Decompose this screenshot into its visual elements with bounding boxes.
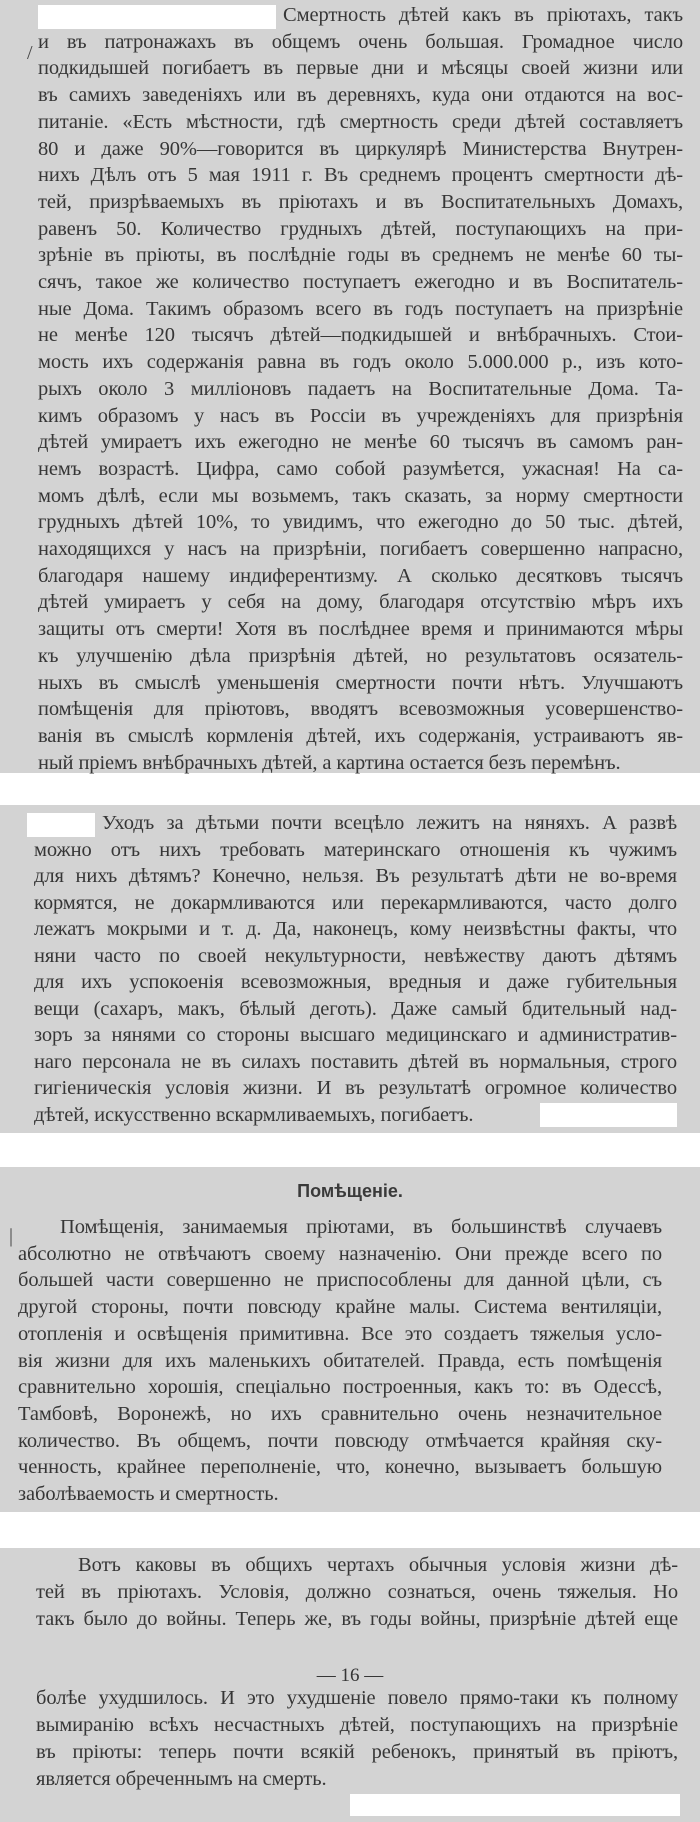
page-number: — 16 — — [316, 1665, 384, 1686]
text-line: такъ было до войны. Теперь же, въ годы войны, призрѣніе дѣтей еще — [36, 1607, 678, 1630]
text-line: сячъ, такое же количество поступаетъ ежегодно и въ Воспитатель- — [38, 271, 683, 293]
text-line: не менѣе 120 тысячъ дѣтей—подкидышей и внѣбрачныхъ. Стои- — [38, 324, 683, 347]
text-line: является обреченнымъ на смерть. — [36, 1767, 327, 1790]
text-line: ные Дома. Такимъ образомъ всего въ годъ поступаетъ на призрѣніе — [38, 297, 683, 320]
text-line: абсолютно не отвѣчаютъ своему назначенію. Они прежде всего по — [18, 1242, 662, 1265]
text-line: дѣтей умираетъ ихъ ежегодно не менѣе 60 тысячъ въ самомъ ран- — [38, 431, 683, 454]
text-line: и въ патронажахъ въ общемъ очень большая. Громадное число — [38, 30, 683, 53]
text-line: ный пріемъ внѣбрачныхъ дѣтей, а картина остается безъ перемѣнъ. — [38, 751, 621, 774]
text-line: для нихъ дѣтямъ? Конечно, нельзя. Въ результатѣ дѣти не во-время — [34, 865, 677, 887]
text-line: въ пріюты: теперь почти всякій ребенокъ, принятый въ пріютъ, — [36, 1740, 678, 1763]
text-line: находящихся у насъ на призрѣніи, погибаетъ совершенно напрасно, — [38, 538, 683, 560]
text-line: количество. Въ общемъ, почти повсюду отмѣчается крайняя ску- — [18, 1429, 662, 1452]
text-line: дѣтей, искусственно вскармливаемыхъ, погибаетъ. — [34, 1103, 474, 1126]
text-line: няни часто по своей некультурности, невѣжеству даютъ дѣтямъ — [34, 944, 677, 967]
text-line: ченность, крайнее переполненіе, что, конечно, вызываетъ большую — [18, 1456, 662, 1479]
text-line: вія жизни для ихъ маленькихъ обитателей. Правда, есть помѣщенія — [18, 1349, 662, 1372]
text-line: кимъ образомъ у насъ въ Россіи въ учрежденіяхъ для призрѣнія — [38, 404, 683, 427]
text-line: немъ возрастѣ. Цифра, само собой разумѣется, ужасная! На са- — [38, 457, 683, 480]
text-block-4 — [0, 1548, 700, 1822]
text-line: Уходъ за дѣтьми почти всецѣло лежитъ на няняхъ. А развѣ — [102, 812, 677, 834]
text-line: благодаря нашему индиферентизму. А сколько десятковъ тысячъ — [38, 564, 683, 587]
text-line: дѣтей умираетъ у себя на дому, благодаря отсутствію мѣръ ихъ — [38, 591, 683, 614]
text-line: тей, призрѣваемыхъ въ пріютахъ и въ Воспитательныхъ Домахъ, — [38, 190, 683, 213]
text-line: равенъ 50. Количество грудныхъ дѣтей, поступающихъ на при- — [38, 217, 683, 240]
text-line: въ самихъ заведеніяхъ или въ деревняхъ, куда они отдаются на вос- — [38, 84, 683, 107]
text-line: наго персонала не въ силахъ поставить дѣтей въ нормальныя, строго — [34, 1050, 677, 1073]
text-block-1 — [0, 0, 700, 773]
text-line: мость ихъ содержанія равна въ годъ около 5.000.000 р., изъ кото- — [38, 351, 683, 374]
redaction-box — [27, 813, 95, 837]
text-line: можно отъ нихъ требовать материнскаго отношенія къ чужимъ — [34, 838, 677, 861]
text-line: лежатъ мокрыми и т. д. Да, наконецъ, кому неизвѣстны факты, что — [34, 918, 677, 940]
text-line: 80 и даже 90%—говорится въ циркулярѣ Министерства Внутрен- — [38, 137, 683, 160]
text-line: рыхъ около 3 милліоновъ падаетъ на Воспитательные Дома. Та- — [38, 377, 683, 400]
text-line: другой стороны, почти повсюду крайне малы. Система вентиляціи, — [18, 1296, 662, 1319]
text-line: помѣщенія для пріютовъ, вводятъ всевозможныя усовершенство- — [38, 698, 683, 721]
text-line: защиты отъ смерти! Хотя въ послѣднее время и принимаются мѣры — [38, 618, 683, 641]
margin-mark: | — [9, 1225, 14, 1247]
text-line: для ихъ успокоенія всевозможныя, вредныя и даже губительныя — [34, 971, 677, 993]
text-line: заболѣваемость и смертность. — [18, 1483, 279, 1505]
text-line: нихъ Дѣлъ отъ 5 мая 1911 г. Въ среднемъ процентъ смертности дѣ- — [38, 164, 683, 187]
redaction-box — [350, 1794, 680, 1816]
text-line: вещи (сахаръ, макъ, бѣлый деготь). Даже самый бдительный над- — [34, 997, 677, 1020]
section-heading: Помѣщеніе. — [297, 1181, 403, 1201]
text-line: тей въ пріютахъ. Условія, должно сознаться, очень тяжелыя. Но — [36, 1580, 678, 1603]
text-line: зрѣніе въ пріюты, въ послѣдніе годы въ среднемъ не менѣе 60 ты- — [38, 244, 683, 267]
text-line: момъ дѣлѣ, если мы возьмемъ, такъ сказать, за норму смертности — [38, 484, 683, 507]
margin-mark: / — [27, 42, 33, 64]
text-line: отопленія и освѣщенія примитивна. Все это создаетъ тяжелыя усло- — [18, 1322, 662, 1345]
text-block-3 — [0, 1167, 700, 1512]
text-line: Помѣщенія, занимаемыя пріютами, въ большинствѣ случаевъ — [60, 1216, 662, 1238]
redaction-box — [38, 5, 276, 29]
text-line: подкидышей погибаетъ въ первые дни и мѣсяцы своей жизни или — [38, 57, 683, 80]
text-line: гигіеническія условія жизни. И въ результатѣ огромное количество — [34, 1077, 677, 1099]
redaction-box — [540, 1103, 677, 1127]
text-line: болѣе ухудшилось. И это ухудшеніе повело прямо-таки къ полному — [36, 1686, 678, 1709]
text-line: большей части совершенно не приспособлены для данной цѣли, съ — [18, 1269, 662, 1292]
text-line: къ улучшенію дѣла призрѣнія дѣтей, но результатовъ осязатель- — [38, 644, 683, 667]
text-line: ныхъ въ смыслѣ уменьшенія смертности почти нѣтъ. Улучшаютъ — [38, 671, 683, 694]
text-line: грудныхъ дѣтей 10%, то увидимъ, что ежегодно до 50 тыс. дѣтей, — [38, 511, 683, 534]
text-line: питаніе. «Есть мѣстности, гдѣ смертность среди дѣтей составляетъ — [38, 110, 683, 133]
text-line: ванія въ смыслѣ кормленія дѣтей, ихъ содержанія, устраиваютъ яв- — [38, 724, 683, 747]
text-line: сравнительно хорошія, спеціально построенныя, какъ то: въ Одессѣ, — [18, 1376, 662, 1399]
text-line: вымиранію всѣхъ несчастныхъ дѣтей, поступающихъ на призрѣніе — [36, 1713, 678, 1736]
text-line: Тамбовѣ, Воронежѣ, но ихъ сравнительно очень незначительное — [18, 1402, 662, 1425]
text-line: Вотъ каковы въ общихъ чертахъ обычныя условія жизни дѣ- — [78, 1554, 678, 1576]
text-line: кормятся, не докармливаются или перекармливаются, часто долго — [34, 891, 677, 914]
text-block-2 — [0, 805, 700, 1133]
text-line: зоръ за нянями со стороны высшаго медицинскаго и административ- — [34, 1024, 677, 1046]
text-line: Смертность дѣтей какъ въ пріютахъ, такъ — [283, 4, 683, 26]
